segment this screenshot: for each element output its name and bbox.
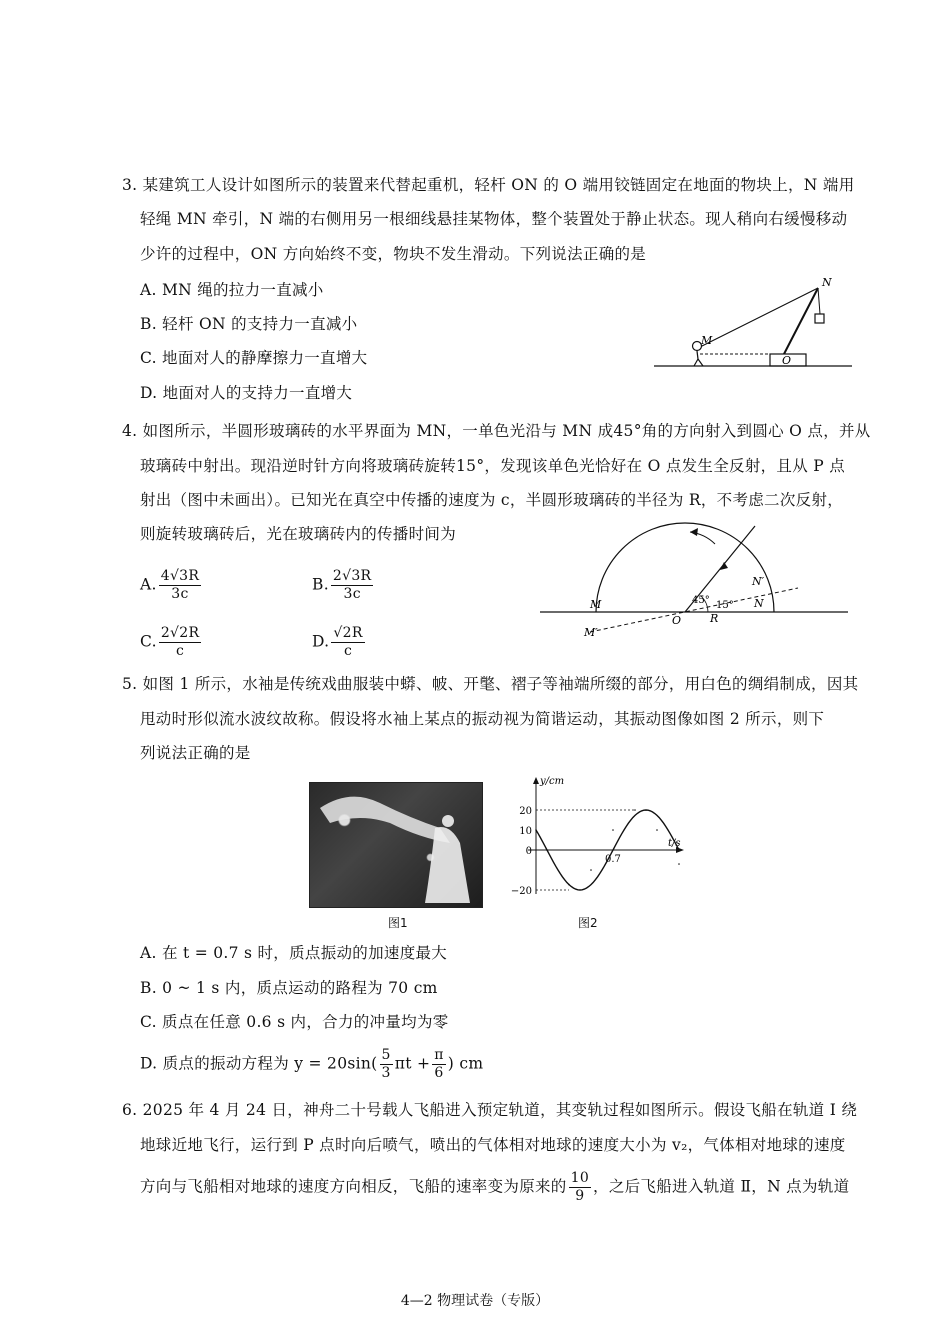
- q5-stem-line1: 5. 如图 1 所示，水袖是传统戏曲服装中蟒、帔、开氅、褶子等袖端所缀的部分，用白色的绸绢制成，因其: [122, 675, 859, 693]
- label-n: N: [754, 597, 764, 610]
- data-point: [568, 884, 570, 886]
- label-m-prime: M′: [584, 626, 598, 639]
- y-axis-label: y/cm: [540, 776, 565, 787]
- q5-stem-line2: 甩动时形似流水波纹故称。假设将水袖上某点的振动视为简谐运动，其振动图像如图 2 所示，则下: [140, 710, 825, 728]
- q5-option-d-frac1-den: 3: [381, 1065, 391, 1081]
- q4-option-c-den: c: [176, 643, 185, 659]
- q4-stem-line1: 4. 如图所示，半圆形玻璃砖的水平界面为 MN，一单色光沿与 MN 成45°角的方向射入到圆心 O 点，并从: [122, 422, 871, 440]
- person-body: [697, 351, 698, 359]
- q4-option-a: [140, 568, 203, 603]
- rod-on: [784, 288, 818, 354]
- data-point: [590, 869, 592, 871]
- data-point: [656, 829, 658, 831]
- q6-stem-line3: [140, 1170, 849, 1205]
- q4-option-d: [312, 625, 367, 660]
- q3-stem-line1: 3. 某建筑工人设计如图所示的装置来代替起重机，轻杆 ON 的 O 端用铰链固定在地面的物块上，N 端用: [122, 176, 855, 194]
- q3-stem-line2: 轻绳 MN 牵引，N 端的右侧用另一根细线悬挂某物体，整个装置处于静止状态。现人稍向右缓慢移动: [140, 210, 848, 228]
- data-point: [634, 809, 636, 811]
- vibration-chart: [500, 774, 690, 900]
- data-point: [612, 829, 614, 831]
- label-n-prime: N′: [752, 575, 765, 588]
- rotation-arrowhead: [690, 528, 698, 536]
- q4-stem-line3: 射出（图中未画出）。已知光在真空中传播的速度为 c，半圆形玻璃砖的半径为 R，不考虑二次反射，: [140, 491, 844, 509]
- label-o: O: [782, 354, 792, 367]
- q6-frac-den: 9: [575, 1188, 585, 1204]
- angle-45-label: 45°: [692, 595, 710, 606]
- person-leg-right: [698, 359, 703, 366]
- q3-option-a: A. MN 绳的拉力一直减小: [140, 281, 324, 299]
- q4-option-d-den: c: [343, 643, 353, 659]
- q6-line3-post: ，之后飞船进入轨道 Ⅱ，N 点为轨道: [593, 1177, 850, 1196]
- q4-option-b-num: 2√3R: [332, 568, 372, 584]
- person-leg-left: [694, 359, 698, 366]
- data-point: [535, 829, 537, 831]
- angle-15-label: 15°: [716, 600, 734, 611]
- q5-option-d-frac2-den: 6: [434, 1065, 444, 1081]
- rope-mn: [700, 288, 818, 347]
- q3-figure: [650, 274, 855, 374]
- photo-silhouette: [310, 783, 482, 907]
- ray-arrow: [720, 562, 728, 570]
- q4-figure: [540, 512, 850, 642]
- q6-line3-pre: 方向与飞船相对地球的速度方向相反，飞船的速率变为原来的: [140, 1177, 567, 1196]
- y-tick-label: −20: [510, 886, 532, 897]
- q6-stem-line2: 地球近地飞行，运行到 P 点时向后喷气，喷出的气体相对地球的速度大小为 v₂，气体相对地球的速度: [140, 1136, 846, 1154]
- q5-option-d-mid: πt +: [394, 1054, 431, 1073]
- q4-option-b-den: 3c: [343, 586, 361, 602]
- q4-option-c-num: 2√2R: [160, 625, 200, 641]
- q5-option-d-frac1-num: 5: [381, 1047, 391, 1063]
- q5-option-c: C. 质点在任意 0.6 s 内，合力的冲量均为零: [140, 1013, 449, 1031]
- q4-option-d-num: √2R: [333, 625, 363, 641]
- data-point: [546, 849, 548, 851]
- chart-axes: [511, 776, 684, 897]
- data-point: [678, 863, 680, 865]
- q6-stem-line1: 6. 2025 年 4 月 24 日，神舟二十号载人飞船进入预定轨道，其变轨过程如图所示。假设飞船在轨道 Ⅰ 绕: [122, 1101, 858, 1119]
- q4-option-a-num: 4√3R: [160, 568, 200, 584]
- q3-stem-line3: 少许的过程中，ON 方向始终不变，物块不发生滑动。下列说法正确的是: [140, 245, 647, 263]
- q3-option-b: B. 轻杆 ON 的支持力一直减小: [140, 315, 358, 333]
- y-tick-label: 10: [519, 826, 532, 837]
- q4-option-b-letter: B.: [312, 575, 329, 594]
- q5-option-d-pre: D. 质点的振动方程为 y = 20sin(: [140, 1054, 378, 1073]
- q4-option-a-letter: A.: [140, 575, 157, 594]
- x-axis-label: t/s: [668, 838, 681, 849]
- q4-stem-line4: 则旋转玻璃砖后，光在玻璃砖内的传播时间为: [140, 525, 457, 543]
- label-m: M: [701, 334, 713, 347]
- hanging-object: [815, 314, 824, 323]
- label-m: M: [590, 598, 602, 611]
- y-axis-arrow: [533, 777, 539, 784]
- hang-string: [818, 288, 820, 314]
- q6-frac-num: 10: [570, 1170, 590, 1186]
- q5-option-a: A. 在 t = 0.7 s 时，质点振动的加速度最大: [140, 944, 448, 962]
- label-n: N: [822, 276, 832, 289]
- label-r: R: [710, 612, 719, 625]
- q4-option-d-letter: D.: [312, 632, 330, 651]
- figure-2-caption: 图2: [578, 916, 598, 930]
- q3-option-c: C. 地面对人的静摩擦力一直增大: [140, 349, 368, 367]
- page-footer: 4—2 物理试卷（专版）: [400, 1293, 550, 1309]
- label-o: O: [672, 614, 682, 627]
- q5-option-d: [140, 1047, 483, 1082]
- q5-option-d-frac2-num: π: [434, 1047, 444, 1063]
- q4-option-c-letter: C.: [140, 632, 157, 651]
- q5-option-d-post: ) cm: [447, 1054, 484, 1073]
- q4-option-c: [140, 625, 203, 660]
- water-sleeve-photo: [309, 782, 483, 908]
- q4-option-a-den: 3c: [171, 586, 189, 602]
- x-tick-label: 0.7: [605, 854, 621, 865]
- q4-option-b: [312, 568, 375, 603]
- q5-option-b: B. 0 ~ 1 s 内，质点运动的路程为 70 cm: [140, 979, 438, 997]
- y-tick-label: 20: [519, 806, 532, 817]
- q4-stem-line2: 玻璃砖中射出。现沿逆时针方向将玻璃砖旋转15°，发现该单色光恰好在 O 点发生全反射，且从 P 点: [140, 457, 846, 475]
- q3-option-d: D. 地面对人的支持力一直增大: [140, 384, 353, 402]
- figure-1-caption: 图1: [388, 916, 408, 930]
- y-tick-label: 0: [525, 846, 532, 857]
- q5-stem-line3: 列说法正确的是: [140, 744, 251, 762]
